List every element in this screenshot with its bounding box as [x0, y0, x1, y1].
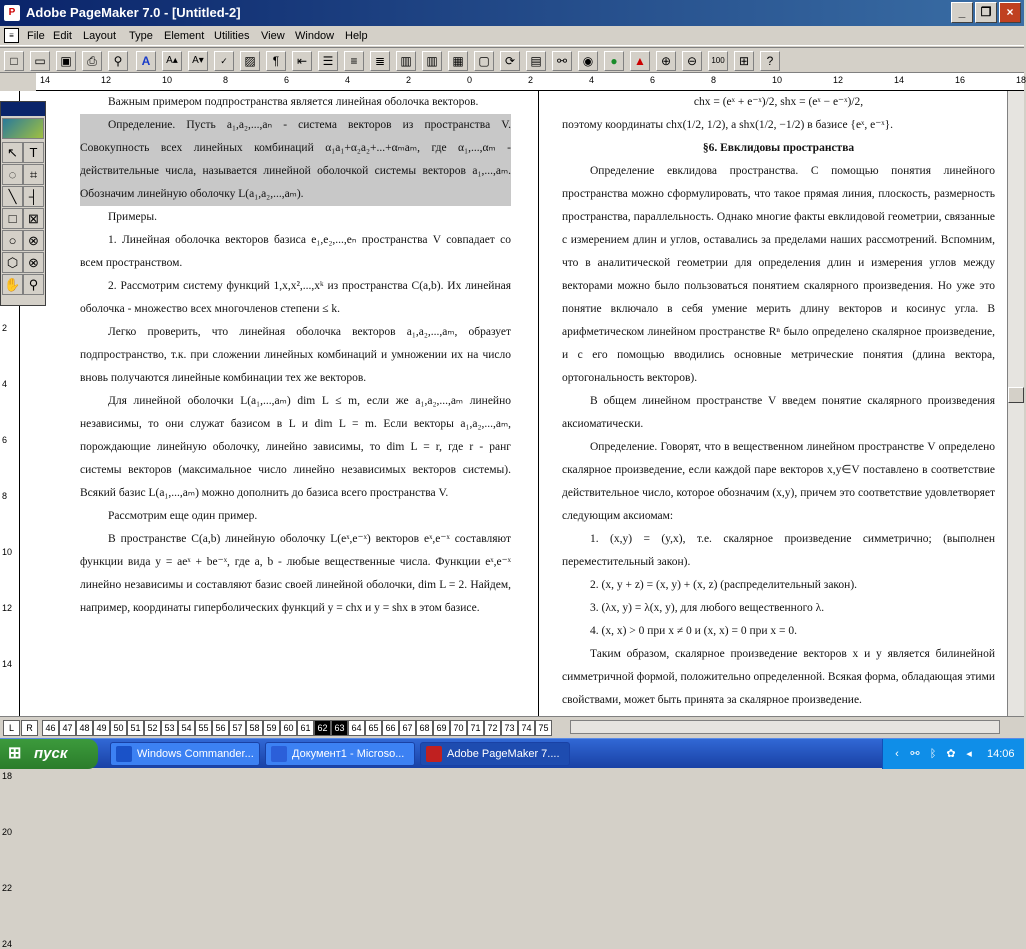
start-button[interactable]: [0, 739, 98, 769]
place-image-icon[interactable]: ▤: [526, 51, 546, 71]
page-tab[interactable]: 52: [144, 720, 161, 736]
left-paragraph[interactable]: Примеры.: [108, 211, 157, 223]
ellipse-tool-icon[interactable]: ○: [2, 230, 23, 251]
pointer-icon[interactable]: ↖: [2, 142, 23, 163]
minimize-button[interactable]: _: [951, 2, 973, 23]
ruler-number: 12: [833, 75, 844, 85]
page-tab[interactable]: 74: [518, 720, 535, 736]
page-tab[interactable]: 75: [535, 720, 552, 736]
right-paragraph[interactable]: поэтому координаты chx(1/2, 1/2), а shx(1/2, −1/2) в базисе {eˣ, e⁻ˣ}.: [562, 119, 894, 131]
taskbar-button[interactable]: [265, 742, 415, 766]
ruler-number: 16: [955, 75, 966, 85]
right-paragraph[interactable]: В общем линейном пространстве V введем понятие скалярного произведения аксиоматически.: [562, 395, 995, 430]
new-icon[interactable]: □: [4, 51, 24, 71]
ruler-number: 14: [894, 75, 905, 85]
color-swatch-icon[interactable]: [2, 118, 44, 139]
document-icon[interactable]: ≡: [4, 28, 19, 43]
scroll-thumb[interactable]: [1008, 387, 1024, 403]
right-paragraph[interactable]: Определение евклидова пространства. С помощью понятия линейного пространства можно сформулировать, что такое прямая линия, плоскость, размерность пространства, параллельность. Однако многие факты евклидовой геометрии, связанные с измерением длин и углов, оставались за пределами наших рассмотрений. Вспомним, что в аналитической геометрии для определения длин и измерения углов между векторами можно было пользоваться понятием скалярного произведения. Но уже это понятие включало в себя умение мерить длину векторов и косинус угла. В арифметическом линейном пространстве Rⁿ было определено скалярное произведение, и с его помощью вводились основные метрические понятия (длина вектора, ортогональность векторов).: [562, 165, 995, 384]
menu-file[interactable]: File: [27, 30, 45, 42]
menu-edit[interactable]: Edit: [53, 30, 72, 42]
ruler-number: 4: [345, 75, 351, 85]
page-spine: [538, 91, 539, 716]
right-page[interactable]: [562, 91, 995, 716]
page-tab[interactable]: 63: [331, 720, 348, 736]
ruler-number: 10: [2, 547, 13, 557]
ruler-number: 6: [2, 435, 8, 445]
left-paragraph[interactable]: Важным примером подпространства является линейная оболочка векторов.: [108, 96, 479, 108]
align-left-icon[interactable]: ≡: [344, 51, 364, 71]
right-paragraph[interactable]: Таким образом, скалярное произведение векторов x и y является билинейной симметричной формой, положительно определенной. Всякая форма, обладающая этими свойствами, может быть принята за скалярное произведение.: [562, 648, 995, 706]
preview-icon[interactable]: ◉: [578, 51, 598, 71]
pdf-icon[interactable]: ▲: [630, 51, 650, 71]
left-page[interactable]: [80, 91, 511, 716]
page-tab[interactable]: 61: [297, 720, 314, 736]
print-icon[interactable]: ⎙: [82, 51, 102, 71]
page-tab[interactable]: 53: [161, 720, 178, 736]
menu-layout[interactable]: Layout: [83, 30, 117, 42]
word-icon: [271, 746, 287, 762]
left-paragraph[interactable]: Легко проверить, что линейная оболочка векторов a₁,a₂,...,aₘ, образует подпространство, т.к. при сложении линейных комбинаций и умножении их на число вновь получаются линейные комбинации тех же векторов.: [80, 326, 511, 384]
fit-page-icon[interactable]: ⊞: [734, 51, 754, 71]
ruler-number: 2: [528, 75, 534, 85]
ruler-number: 12: [2, 603, 13, 613]
rectangle-tool-icon[interactable]: □: [2, 208, 23, 229]
left-paragraph[interactable]: В пространстве C(a,b) линейную оболочку L(eˣ,e⁻ˣ) векторов eˣ,e⁻ˣ составляют функции вида y = aeˣ + be⁻ˣ, где a, b - любые вещественные числа. Функции eˣ,e⁻ˣ линейно независимы и составляют базис своей линейной оболочки, dim L = 2. Найдем, например, координаты гиперболических функций y = chx и y = shx в этом базисе.: [80, 533, 511, 614]
columns-icon[interactable]: ▥: [396, 51, 416, 71]
ruler-number: 2: [406, 75, 412, 85]
zoom-tool-icon[interactable]: ⚲: [23, 274, 44, 295]
columns-2-icon[interactable]: ▥: [422, 51, 442, 71]
right-paragraph[interactable]: 1. (x,y) = (y,x), т.е. скалярное произведение симметрично; (выполнен переместительный закон).: [562, 533, 995, 568]
menu-type[interactable]: Type: [129, 30, 153, 42]
align-right-icon[interactable]: ≣: [370, 51, 390, 71]
network-icon[interactable]: ⚯: [910, 748, 920, 760]
menu-utilities[interactable]: Utilities: [214, 30, 250, 42]
ruler-number: 24: [2, 939, 13, 949]
toolbox-header[interactable]: [1, 102, 45, 116]
line-tool-icon[interactable]: ╲: [2, 186, 23, 207]
page-tab[interactable]: 46: [42, 720, 59, 736]
font-icon[interactable]: A: [136, 51, 156, 71]
right-paragraph[interactable]: chx = (eˣ + e⁻ˣ)/2, shx = (eˣ − e⁻ˣ)/2,: [693, 96, 864, 108]
page-tab[interactable]: 55: [195, 720, 212, 736]
right-paragraph[interactable]: Определение. Говорят, что в вещественном линейном пространстве V определено скалярное произведение, если каждой паре векторов x,y∈V поставлено в соответствие действительное число, которое обозначим (x,y), причем это соответствие удовлетворяет следующим аксиомам:: [562, 441, 995, 522]
tray-arrow-icon[interactable]: ‹: [895, 748, 899, 760]
taskbar-button-label: Документ1 - Microso...: [292, 748, 405, 760]
left-paragraph[interactable]: Определение. Пусть a₁,a₂,...,aₙ - система векторов из пространства V. Совокупность всех линейных комбинаций α₁a₁+α₂a₂+...+αₘaₘ, где α₁,...,αₘ - действительные числа, называется линейной оболочкой системы векторов a₁,...,aₘ. Обозначим линейную оболочку L(a₁,a₂,...,aₘ).: [80, 114, 511, 206]
master-page-tab[interactable]: R: [21, 720, 38, 736]
table-icon[interactable]: ▦: [448, 51, 468, 71]
taskbar-button-label: Windows Commander...: [137, 748, 254, 760]
ruler-number: 10: [772, 75, 783, 85]
right-paragraph[interactable]: 2. (x, y + z) = (x, y) + (x, z) (распределительный закон).: [590, 579, 858, 591]
page-tab[interactable]: 48: [76, 720, 93, 736]
left-paragraph[interactable]: 1. Линейная оболочка векторов базиса e₁,e₂,...,eₙ пространства V совпадает со всем пространством.: [80, 234, 511, 269]
page-tab[interactable]: 72: [484, 720, 501, 736]
master-page-tab[interactable]: L: [3, 720, 20, 736]
rotate-tool-icon[interactable]: ◌: [2, 164, 23, 185]
ruler-number: 0: [467, 75, 473, 85]
right-paragraph[interactable]: 4. (x, x) > 0 при x ≠ 0 и (x, x) = 0 при x = 0.: [590, 625, 797, 637]
pagemaker-icon: [426, 746, 442, 762]
toolbox: [0, 101, 46, 306]
page-tab[interactable]: 71: [467, 720, 484, 736]
pagemaker-icon[interactable]: P: [4, 5, 20, 21]
ruler-number: 8: [223, 75, 229, 85]
menu-bar: [0, 26, 1024, 46]
spellcheck-icon[interactable]: ✓: [214, 51, 234, 71]
page-tab[interactable]: 51: [127, 720, 144, 736]
page-tab[interactable]: 58: [246, 720, 263, 736]
page-tab[interactable]: 56: [212, 720, 229, 736]
globe-icon[interactable]: ●: [604, 51, 624, 71]
toolbar: [0, 47, 1024, 73]
ruler-number: 20: [2, 827, 13, 837]
windows-flag-icon: ⊞: [8, 745, 22, 762]
help-icon[interactable]: ?: [760, 51, 780, 71]
save-icon[interactable]: ▣: [56, 51, 76, 71]
volume-icon[interactable]: ◂: [966, 748, 972, 760]
taskbar-button-label: Adobe PageMaker 7....: [447, 748, 560, 760]
zoom-in-icon[interactable]: ⊕: [656, 51, 676, 71]
right-paragraph[interactable]: 3. (λx, y) = λ(x, y), для любого вещественного λ.: [590, 602, 825, 614]
page-tab[interactable]: 65: [365, 720, 382, 736]
system-tray: [882, 739, 1024, 769]
menu-element[interactable]: Element: [164, 30, 205, 42]
taskbar: [0, 738, 1024, 768]
close-button[interactable]: ×: [999, 2, 1021, 23]
page-tab[interactable]: 54: [178, 720, 195, 736]
ruler-number: 18: [1016, 75, 1026, 85]
bluetooth-icon[interactable]: ᛒ: [929, 748, 937, 760]
clock[interactable]: 14:06: [987, 748, 1015, 760]
ruler-number: 8: [711, 75, 717, 85]
page-tab[interactable]: 73: [501, 720, 518, 736]
title-bar: [0, 0, 1024, 26]
increase-font-icon[interactable]: A▴: [162, 51, 182, 71]
restore-button[interactable]: ❐: [975, 2, 997, 23]
start-label: пуск: [34, 745, 68, 762]
paragraph-icon[interactable]: ¶: [266, 51, 286, 71]
fill-icon[interactable]: ▨: [240, 51, 260, 71]
taskbar-button[interactable]: [110, 742, 260, 766]
ruler-number: 12: [101, 75, 112, 85]
pasteboard[interactable]: [20, 91, 1007, 716]
page-tab[interactable]: 50: [110, 720, 127, 736]
ruler-number: 6: [650, 75, 656, 85]
link-icon[interactable]: ⚯: [552, 51, 572, 71]
indent-icon[interactable]: ⇤: [292, 51, 312, 71]
text-tool-icon[interactable]: T: [23, 142, 44, 163]
polygon-frame-icon[interactable]: ⊗: [23, 252, 44, 273]
menu-help[interactable]: Help: [345, 30, 368, 42]
page-tab[interactable]: 47: [59, 720, 76, 736]
horizontal-scrollbar[interactable]: [570, 720, 1000, 734]
left-paragraph[interactable]: 2. Рассмотрим систему функций 1,x,x²,...,xᵏ из пространства C(a,b). Их линейная оболочка - множество всех многочленов степени ≤ k.: [80, 280, 511, 315]
right-paragraph[interactable]: §6. Евклидовы пространства: [702, 142, 855, 154]
taskbar-button[interactable]: [420, 742, 570, 766]
ruler-number: 22: [2, 883, 13, 893]
page-tab[interactable]: 67: [399, 720, 416, 736]
ruler-number: 14: [2, 659, 13, 669]
page-tab[interactable]: 70: [450, 720, 467, 736]
actual-size-icon[interactable]: 100: [708, 51, 728, 71]
crop-tool-icon[interactable]: ⌗: [23, 164, 44, 185]
constrained-line-icon[interactable]: ┤: [23, 186, 44, 207]
commander-icon: [116, 746, 132, 762]
ruler-number: 18: [2, 771, 13, 781]
find-icon[interactable]: ⚲: [108, 51, 128, 71]
vertical-scrollbar[interactable]: [1007, 91, 1024, 716]
page-tab[interactable]: 60: [280, 720, 297, 736]
page-tab[interactable]: 62: [314, 720, 331, 736]
page-tab[interactable]: 69: [433, 720, 450, 736]
left-paragraph[interactable]: Для линейной оболочки L(a₁,...,aₘ) dim L ≤ m, если же a₁,a₂,...,aₘ линейно независимы, то они служат базисом в L и dim L = m. Если векторы a₁,a₂,...,aₘ, порождающие линейную оболочку, линейно зависимы, то dim L = r, где r - ранг системы векторов (максимальное число линейно независимых векторов системы). Всякий базис L(a₁,...,aₘ) можно дополнить до базиса всего пространства V.: [80, 395, 511, 499]
ruler-number: 8: [2, 491, 8, 501]
zoom-out-icon[interactable]: ⊖: [682, 51, 702, 71]
page-tab[interactable]: 66: [382, 720, 399, 736]
antivirus-icon[interactable]: ✿: [946, 748, 956, 760]
ruler-number: 4: [2, 379, 8, 389]
ruler-number: 2: [2, 323, 8, 333]
menu-window[interactable]: Window: [295, 30, 335, 42]
frame-icon[interactable]: ▢: [474, 51, 494, 71]
styles-icon[interactable]: ☰: [318, 51, 338, 71]
ellipse-frame-icon[interactable]: ⊗: [23, 230, 44, 251]
page-tab[interactable]: 57: [229, 720, 246, 736]
ruler-number: 10: [162, 75, 173, 85]
polygon-tool-icon[interactable]: ⬡: [2, 252, 23, 273]
decrease-font-icon[interactable]: A▾: [188, 51, 208, 71]
page-tab[interactable]: 49: [93, 720, 110, 736]
menu-view[interactable]: View: [261, 30, 285, 42]
open-icon[interactable]: ▭: [30, 51, 50, 71]
window-title: Adobe PageMaker 7.0 - [Untitled-2]: [26, 5, 241, 20]
page-tab[interactable]: 68: [416, 720, 433, 736]
page-tab[interactable]: 64: [348, 720, 365, 736]
rotate-icon[interactable]: ⟳: [500, 51, 520, 71]
rectangle-frame-icon[interactable]: ⊠: [23, 208, 44, 229]
hand-tool-icon[interactable]: ✋: [2, 274, 23, 295]
horizontal-ruler[interactable]: [36, 73, 1024, 91]
ruler-number: 6: [284, 75, 290, 85]
left-paragraph[interactable]: Рассмотрим еще один пример.: [108, 510, 258, 522]
ruler-number: 4: [589, 75, 595, 85]
page-tab[interactable]: 59: [263, 720, 280, 736]
ruler-number: 14: [40, 75, 51, 85]
